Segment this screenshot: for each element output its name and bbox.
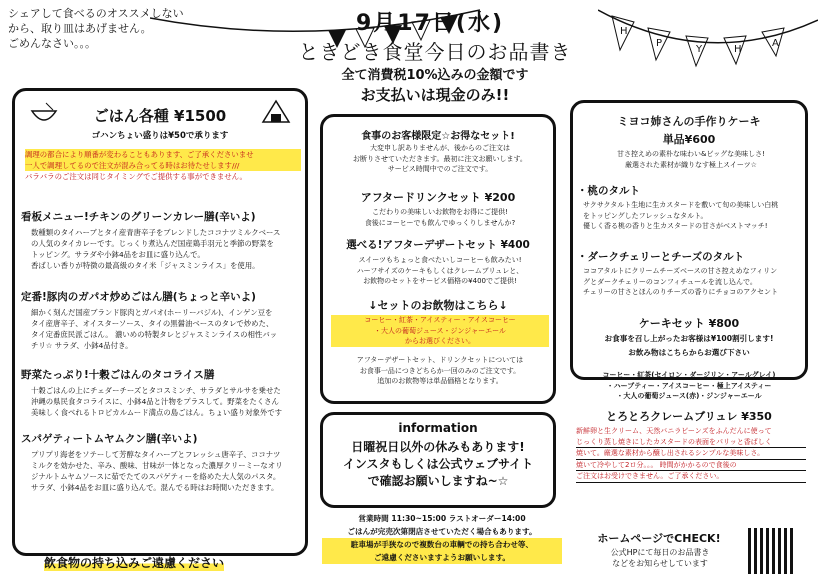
cake-intro: 甘さ控えめの素朴な味わい&ビッグな美味しさ! 厳選された素材が織りなす極上スイーツ☆ <box>617 150 765 169</box>
bunting-letter-h1: H <box>620 26 628 37</box>
cake-menu-panel <box>570 100 808 380</box>
dessert-set-desc: スイーツもちょっと食べたいしコーヒーも飲みたい! ハーフサイズのケーキもしくはクレームブリュレと、 お飲物のセットをサービス価格の¥400でご提供! <box>356 256 524 285</box>
brulee-desc: 新鮮卵と生クリーム、天然バニラビーンズをふんだんに使って じっくり蒸し焼きにしたカスタードの表面をパリッと香ばしく 焼いて。厳選な素材から醸し出されるシンプルな美味しさ。 焼いて冷やして2ロ分。。。 時間がかかるので食後の ご注文はお受けできません。ご了承ください。 <box>576 426 806 483</box>
set-menu-panel <box>320 114 556 404</box>
bunting-letter-y: Y <box>696 44 703 55</box>
drink-set-desc: こだわりの美味しいお飲物をお得にご提供! 食後にコーヒーでも飲んでゆっくりしませんか? <box>364 208 516 227</box>
cake-price: 単品¥600 <box>662 133 716 146</box>
rice-heading: ごはん各種 ¥1500 <box>93 107 227 125</box>
cake-heading: ミヨコ姉さんの手作りケーキ <box>617 115 761 128</box>
rice-item-green-curry: 看板メニュー!チキンのグリーンカレー膳(辛いよ) 数種類のタイハーブとタイ産青唐辛子をブレンドしたココナツミルクベース の人気のタイカレーです。じっくり煮込んだ国産鶏手羽元と季節の野菜を トッピング。サラダや小鉢4品をお皿に盛り込んで。 香ばしい香りが特徴の最高級のタイ米「ジャスミンライス」を使用。 <box>21 211 281 270</box>
rice-sub: ゴハンちょい盛りは¥50で承ります <box>91 131 229 141</box>
homepage-title: ホームページでCHECK! <box>597 532 721 545</box>
rice-item-gapao: 定番!豚肉のガパオ炒めごはん膳(ちょっと辛いよ) 細かく刻んだ国産ブランド豚肉とガパオ(ホーリーバジル)、インゲン豆を タイ産唐辛子、オイスターソース、タイの黒醤油ベースのタレで炒めた、 タイ定番庶民派ごはん。 濃いめの特製タレとジャスミンライスの相性バッ チリ☆ サラダ、小鉢4品付き。 <box>21 291 278 350</box>
info-heading: information <box>398 421 478 435</box>
cake-set-note: お食事を召し上がったお客様は¥100割引します! <box>604 334 774 343</box>
tax-note: 全て消費税10%込みの金額です <box>341 68 529 83</box>
qr-code-icon[interactable] <box>748 528 794 574</box>
cake-set-title: ケーキセット ¥800 <box>638 317 740 330</box>
rice-item-taco-rice: 野菜たっぷり!十穀ごはんのタコライス膳 十穀ごはんの上にチェダーチーズとタコスミンチ、サラダとサルサを乗せた 沖縄の県民食タコライスに、小鉢4品と汁物をプラスして。野菜をたくさん 美味しく食べれるトロピカルムード満点の島ごはん。ちょい盛り対象外です <box>21 369 283 417</box>
dessert-set-title: 選べる!アフターデザートセット ¥400 <box>346 239 530 251</box>
bunting-letter-a: A <box>772 38 779 49</box>
onigiri-icon <box>261 99 291 125</box>
bunting-letter-p: P <box>656 38 663 49</box>
payment-note: お支払いは現金のみ!! <box>360 86 510 104</box>
cake-item-peach-tart: ・桃のタルト サクサクタルト生地に生カスタードを敷いて旬の美味しい白桃 をトッピングしたフレッシュなタルト。 優しく香る桃の香りと生カスタードの甘さがベストマッチ! <box>577 185 779 230</box>
info-lines: 日曜祝日以外の休みもあります! インスタもしくは公式ウェブサイト で確認お願いしますね~☆ <box>342 440 534 488</box>
homepage-lines: 公式HPにて毎日のお品書き などをお知らせしています <box>610 548 710 568</box>
rice-item-tomyum-spaghetti: スパゲティートムヤムクン膳(辛いよ) プリプリ海老をソテーして芳醇なタイハーブとフレッシュ唐辛子、ココナツ ミルクを効かせた、辛み、酸味、甘味が一体となった濃厚クリーミーなオリ ジナルトムヤムソースに茹でたてのスパゲティーを絡めた大人気のパスタ。 サラダ、小鉢4品をお皿に盛り込んで。混んでる時はお時間いただきます。 <box>21 433 283 492</box>
rice-menu-panel <box>12 88 308 556</box>
set-drinks-heading: ↓セットのお飲物はこちら↓ <box>368 299 508 312</box>
set-drinks-list: コーヒー・紅茶・アイスティー・アイスコーヒー ・大人の葡萄ジュース・ジンジャーエール からお選びください。 <box>331 315 549 347</box>
rice-notice: 調理の都合により順番が変わることもあります、ご了承くださいませ 一人で調理してるので注文が混み合ってる時はお待たせします/// バラバラのご注文は同じタイミングでご提供する事ができません。 <box>25 149 301 182</box>
cake-drinks-heading: お飲み物はこちらからお選び下さい <box>628 348 750 357</box>
brulee-title: とろとろクレームブリュレ ¥350 <box>606 410 772 423</box>
menu-title: ときどき食堂今日のお品書き <box>298 40 572 64</box>
set-intro: 大変申し訳ありませんが、後からのご注文は お断りさせていただきます。最初に注文お願いします。 サービス時間中でのご注文です。 <box>353 144 527 173</box>
hours-note: 営業時間 11:30~15:00 ラストオーダー14:00 ごはんが完売次第閉店させていただく場合もあります。 駐車場が手狭なので複数台の車輌での持ち合わせ等、 ご遠慮くださいますようお願いします。 <box>322 512 562 564</box>
menu-date: 9月17日(水) <box>355 11 505 36</box>
no-outside-food-note: 飲食物の持ち込みご遠慮ください <box>44 556 225 570</box>
cake-drinks-list: コーヒー・紅茶(セイロン・ダージリン・アールグレイ) ・ハーブティー・アイスコーヒー・極上アイスティー ・大人の葡萄ジュース(赤)・ジンジャーエール <box>602 371 776 400</box>
bunting-letter-h2: H <box>734 44 742 55</box>
set-drinks-note: アフターデザートセット、ドリンクセットについては お食事一品につきどちらか一回のみのご注文です。 追加のお飲物等は単品価格となります。 <box>356 356 524 385</box>
top-note: シェアして食べるのオススメしない から、取り皿はあげません。 ごめんなさい。。。 <box>8 7 184 50</box>
info-panel <box>320 412 556 508</box>
drink-set-title: アフタードリンクセット ¥200 <box>360 191 516 204</box>
bunting-right <box>598 0 818 80</box>
cake-item-cherry-tart: ・ダークチェリーとチーズのタルト ココアタルトにクリームチーズベースの甘さ控えめなフィリン グとダークチェリーのコンフィチュールを流し込んで。 チェリーの甘さとほんのりチーズの香りにチョコのアクセント <box>577 251 779 296</box>
set-heading: 食事のお客様限定☆お得なセット! <box>361 131 515 142</box>
